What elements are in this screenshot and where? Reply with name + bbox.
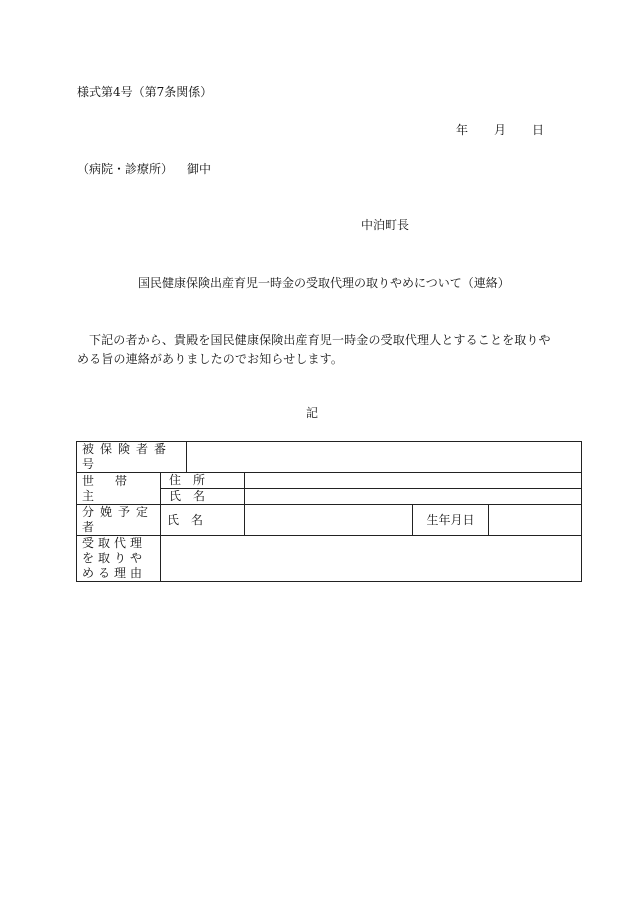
date-year-label: 年 — [456, 123, 469, 137]
sender-name: 中泊町長 — [361, 218, 410, 232]
reason-field — [161, 536, 582, 582]
householder-label: 世帯主 — [77, 473, 161, 505]
householder-name-field — [245, 489, 582, 505]
householder-name-label: 氏 名 — [161, 489, 245, 505]
address-field — [245, 473, 582, 489]
addressee-honorific: 御中 — [187, 162, 212, 176]
expectant-name-label: 氏 名 — [161, 505, 245, 536]
date-month-label: 月 — [494, 123, 507, 137]
birthdate-label: 生年月日 — [413, 505, 489, 536]
body-text: 下記の者から、貴殿を国民健康保険出産育児一時金の受取代理人とすることを取りやめる旨の連絡がありましたのでお知らせします。 — [77, 333, 551, 366]
expectant-label: 分娩予定者 — [77, 505, 161, 536]
info-table — [76, 441, 582, 582]
ki-heading: 記 — [306, 406, 319, 420]
address-label: 住 所 — [161, 473, 245, 489]
table-row — [77, 473, 582, 489]
addressee-hospital: （病院・診療所） — [77, 162, 174, 176]
table-row — [77, 505, 582, 536]
expectant-name-field — [245, 505, 413, 536]
insured-number-field — [187, 442, 582, 473]
date-line — [456, 123, 544, 137]
birthdate-field — [489, 505, 582, 536]
addressee — [77, 162, 211, 176]
reason-label: 受取代理を取りやめる理由 — [77, 536, 161, 582]
document-title: 国民健康保険出産育児一時金の受取代理の取りやめについて（連絡） — [138, 276, 510, 290]
table-row — [77, 536, 582, 582]
table-row — [77, 442, 582, 473]
form-number: 様式第4号（第7条関係） — [77, 85, 213, 99]
date-day-label: 日 — [532, 123, 545, 137]
insured-number-label: 被保険者番号 — [77, 442, 187, 473]
